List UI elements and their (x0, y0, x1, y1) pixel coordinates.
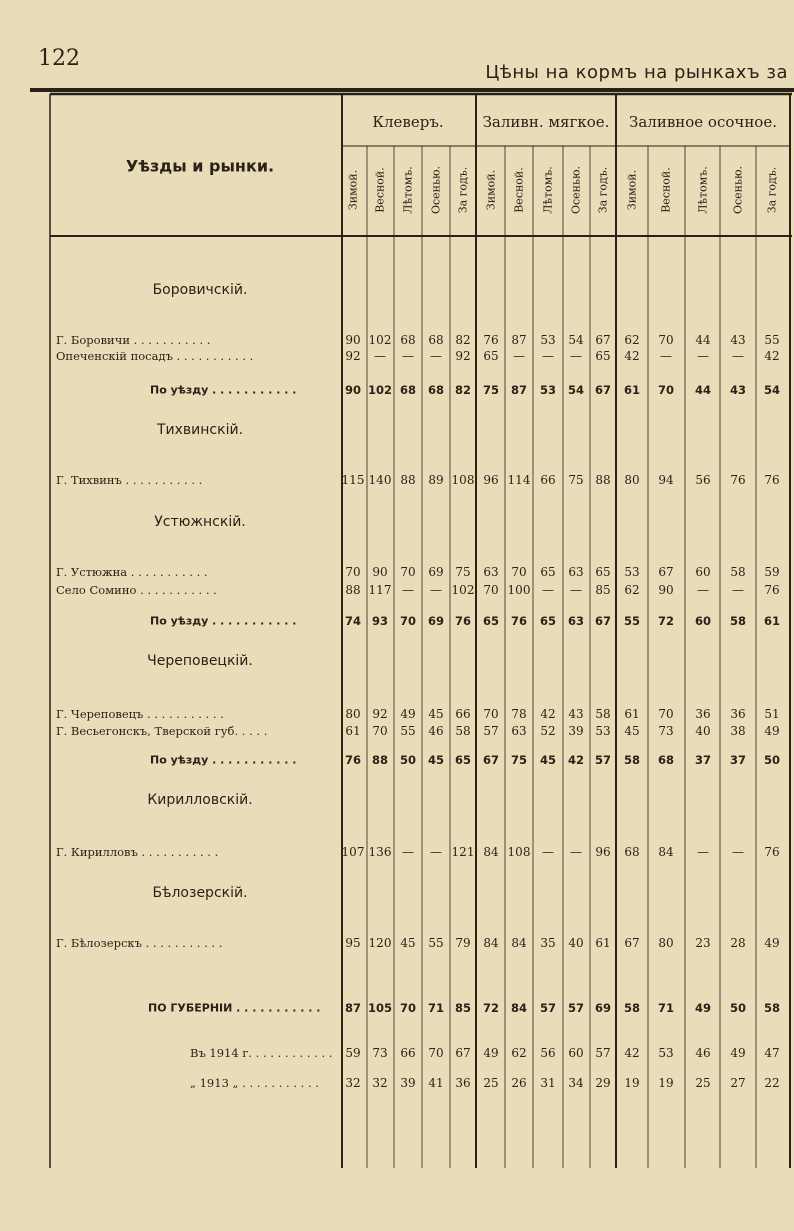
table-cell: 68 (624, 845, 640, 859)
column-header: Зимой. (484, 169, 498, 211)
table-cell: 92 (372, 707, 388, 721)
group-header: Заливн. мягкое. (482, 113, 610, 131)
table-cell: 35 (540, 936, 556, 950)
table-cell: 121 (451, 845, 475, 859)
table-cell: 25 (483, 1076, 499, 1090)
table-cell: 108 (507, 845, 531, 859)
district-heading: Кирилловскій. (147, 792, 253, 808)
table-cell: 53 (540, 333, 556, 347)
table-cell: 61 (623, 383, 641, 397)
table-cell: 29 (595, 1076, 611, 1090)
table-cell: 90 (344, 383, 362, 397)
table-cell: 60 (568, 1046, 584, 1060)
table-cell: 45 (400, 936, 416, 950)
table-cell: 55 (400, 724, 416, 738)
table-cell: 85 (595, 583, 611, 597)
table-cell: 65 (595, 565, 611, 579)
table-cell: 89 (428, 473, 444, 487)
table-cell: 55 (623, 614, 641, 628)
table-cell: 49 (764, 936, 780, 950)
table-cell: 70 (428, 1046, 444, 1060)
table-cell: 102 (451, 583, 475, 597)
table-cell: 58 (455, 724, 471, 738)
table-cell: 72 (482, 1001, 500, 1015)
table-cell: — (542, 583, 554, 597)
table-cell: 63 (511, 724, 527, 738)
table-cell: 37 (694, 753, 712, 767)
table-cell: 115 (341, 473, 365, 487)
table-cell: 62 (624, 333, 640, 347)
table-cell: 87 (511, 333, 527, 347)
table-cell: 68 (657, 753, 675, 767)
table-cell: 76 (483, 333, 499, 347)
table-cell: 136 (368, 845, 392, 859)
table-cell: 70 (399, 614, 417, 628)
row-label: „ 1913 „ . . . . . . . . . . . (190, 1076, 319, 1090)
table-cell: 88 (400, 473, 416, 487)
table-cell: 69 (594, 1001, 612, 1015)
table-cell: 96 (483, 473, 499, 487)
table-cell: 58 (763, 1001, 781, 1015)
table-cell: 102 (367, 383, 393, 397)
row-label: ПО ГУБЕРНІИ . . . . . . . . . . . (148, 1001, 321, 1015)
table-cell: 45 (539, 753, 557, 767)
table-cell: 71 (657, 1001, 675, 1015)
row-label: Село Сомино . . . . . . . . . . . (56, 583, 217, 597)
table-cell: 67 (624, 936, 640, 950)
table-cell: 57 (483, 724, 499, 738)
table-cell: — (697, 583, 709, 597)
table-cell: 63 (568, 565, 584, 579)
table-cell: 66 (400, 1046, 416, 1060)
table-cell: 47 (764, 1046, 780, 1060)
table-cell: 37 (729, 753, 747, 767)
table-cell: 67 (594, 383, 612, 397)
row-label: Г. Череповецъ . . . . . . . . . . . (56, 707, 224, 721)
row-label: Опеченскій посадъ . . . . . . . . . . . (56, 349, 254, 363)
table-cell: 57 (595, 1046, 611, 1060)
table-cell: 70 (400, 565, 416, 579)
table-cell: 87 (510, 383, 528, 397)
table-cell: 93 (371, 614, 389, 628)
table-cell: 114 (507, 473, 531, 487)
table-cell: 36 (695, 707, 711, 721)
table-cell: 82 (454, 383, 472, 397)
row-label: Г. Устюжна . . . . . . . . . . . (56, 565, 208, 579)
table-cell: 38 (730, 724, 746, 738)
table-cell: 61 (624, 707, 640, 721)
table-cell: 56 (540, 1046, 556, 1060)
district-heading: Устюжнскій. (154, 514, 246, 530)
table-cell: 53 (595, 724, 611, 738)
table-cell: 70 (657, 383, 675, 397)
table-cell: 61 (345, 724, 361, 738)
table-cell: 67 (482, 753, 500, 767)
district-heading: Тихвинскій. (156, 422, 244, 438)
table-cell: 74 (344, 614, 362, 628)
table-cell: 65 (540, 565, 556, 579)
table-cell: — (430, 349, 442, 363)
group-header: Клеверъ. (372, 113, 444, 131)
table-cell: 19 (658, 1076, 674, 1090)
column-header: За годъ. (596, 166, 610, 214)
table-cell: 67 (658, 565, 674, 579)
table-cell: 58 (623, 1001, 641, 1015)
table-cell: 59 (764, 565, 780, 579)
running-head: Цѣны на кормъ на рынкахъ за (485, 62, 788, 83)
table-cell: 108 (451, 473, 475, 487)
table-cell: 49 (730, 1046, 746, 1060)
table-cell: — (402, 583, 414, 597)
table-cell: 41 (428, 1076, 444, 1090)
table-cell: 45 (428, 707, 444, 721)
table-cell: 84 (511, 936, 527, 950)
table-cell: 120 (368, 936, 392, 950)
table-cell: 60 (695, 565, 711, 579)
table-cell: — (697, 349, 709, 363)
row-label: Г. Боровичи . . . . . . . . . . . (56, 333, 211, 347)
table-cell: 73 (372, 1046, 388, 1060)
column-header: Лѣтомъ. (541, 166, 555, 214)
table-cell: 58 (730, 565, 746, 579)
table-cell: — (732, 349, 744, 363)
table-cell: 70 (483, 707, 499, 721)
table-cell: 62 (511, 1046, 527, 1060)
table-cell: 39 (568, 724, 584, 738)
table-cell: 70 (483, 583, 499, 597)
table-cell: 26 (511, 1076, 527, 1090)
table-cell: 63 (483, 565, 499, 579)
table-cell: 87 (344, 1001, 362, 1015)
table-cell: 73 (658, 724, 674, 738)
table-cell: 55 (764, 333, 780, 347)
table-cell: 44 (695, 333, 711, 347)
district-heading: Бѣлозерскій. (152, 885, 248, 901)
table-cell: 51 (764, 707, 780, 721)
table-cell: 76 (730, 473, 746, 487)
table-cell: 22 (764, 1076, 780, 1090)
table-cell: 68 (427, 383, 445, 397)
table-cell: — (570, 349, 582, 363)
table-cell: 67 (595, 333, 611, 347)
table-cell: 88 (345, 583, 361, 597)
table-cell: 65 (539, 614, 557, 628)
table-cell: 72 (657, 614, 675, 628)
table-cell: 63 (567, 614, 585, 628)
table-cell: 42 (624, 349, 640, 363)
table-cell: 65 (482, 614, 500, 628)
row-label: Г. Кирилловъ . . . . . . . . . . . (56, 845, 219, 859)
table-cell: 66 (455, 707, 471, 721)
table-cell: — (513, 349, 525, 363)
table-cell: — (570, 583, 582, 597)
table-cell: 19 (624, 1076, 640, 1090)
table-cell: 68 (400, 333, 416, 347)
table-cell: 92 (345, 349, 361, 363)
table-cell: 75 (568, 473, 584, 487)
table-cell: 68 (399, 383, 417, 397)
row-label: Въ 1914 г. . . . . . . . . . . . (190, 1046, 333, 1060)
column-header: За годъ. (765, 166, 779, 214)
table-cell: 66 (540, 473, 556, 487)
row-label: По уѣзду . . . . . . . . . . . (150, 614, 297, 628)
table-cell: 78 (511, 707, 527, 721)
table-cell: 76 (454, 614, 472, 628)
table-cell: 42 (624, 1046, 640, 1060)
table-cell: 107 (341, 845, 365, 859)
table-cell: 84 (483, 845, 499, 859)
table-cell: 31 (540, 1076, 556, 1090)
stub-header: Уѣзды и рынки. (125, 156, 275, 176)
table-cell: 39 (400, 1076, 416, 1090)
table-cell: — (430, 583, 442, 597)
table-cell: 65 (454, 753, 472, 767)
table-cell: 58 (729, 614, 747, 628)
column-header: Весной. (659, 167, 673, 213)
table-cell: — (430, 845, 442, 859)
table-cell: 95 (345, 936, 361, 950)
table-cell: — (542, 349, 554, 363)
table-cell: — (732, 845, 744, 859)
table-cell: 65 (595, 349, 611, 363)
table-cell: 75 (482, 383, 500, 397)
table-cell: 75 (510, 753, 528, 767)
table-cell: — (542, 845, 554, 859)
table-cell: 57 (594, 753, 612, 767)
row-label: По уѣзду . . . . . . . . . . . (150, 753, 297, 767)
table-cell: 42 (540, 707, 556, 721)
table-cell: 102 (368, 333, 392, 347)
column-header: Весной. (512, 167, 526, 213)
column-header: Зимой. (346, 169, 360, 211)
table-cell: 23 (695, 936, 711, 950)
table-cell: 82 (455, 333, 471, 347)
table-cell: 43 (568, 707, 584, 721)
table-cell: 84 (483, 936, 499, 950)
table-cell: 90 (345, 333, 361, 347)
table-cell: 84 (510, 1001, 528, 1015)
table-cell: 76 (344, 753, 362, 767)
column-header: Осенью. (429, 165, 443, 215)
table-cell: 96 (595, 845, 611, 859)
table-cell: 69 (428, 565, 444, 579)
table-cell: 76 (764, 473, 780, 487)
table-cell: 53 (539, 383, 557, 397)
table-cell: 40 (568, 936, 584, 950)
table-cell: 62 (624, 583, 640, 597)
table-cell: 71 (427, 1001, 445, 1015)
row-label: Г. Бѣлозерскъ . . . . . . . . . . . (56, 936, 223, 950)
page-number: 122 (38, 46, 80, 71)
row-label: По уѣзду . . . . . . . . . . . (150, 383, 297, 397)
table-cell: — (697, 845, 709, 859)
table-cell: 50 (399, 753, 417, 767)
table-cell: 65 (483, 349, 499, 363)
table-cell: 85 (454, 1001, 472, 1015)
column-header: Весной. (373, 167, 387, 213)
table-cell: 90 (372, 565, 388, 579)
table-cell: 76 (764, 845, 780, 859)
table-cell: 44 (694, 383, 712, 397)
row-label: Г. Весьегонскъ, Тверской губ. . . . . (56, 724, 268, 738)
table-cell: 25 (695, 1076, 711, 1090)
table-cell: 49 (400, 707, 416, 721)
table-cell: 90 (658, 583, 674, 597)
table-cell: 57 (539, 1001, 557, 1015)
table-cell: 84 (658, 845, 674, 859)
table-cell: 79 (455, 936, 471, 950)
table-cell: 40 (695, 724, 711, 738)
table-cell: 36 (455, 1076, 471, 1090)
table-cell: 34 (568, 1076, 584, 1090)
table-cell: 60 (694, 614, 712, 628)
table-cell: 54 (568, 333, 584, 347)
table-cell: 117 (368, 583, 392, 597)
table-cell: — (402, 845, 414, 859)
table-cell: 80 (658, 936, 674, 950)
column-header: Лѣтомъ. (401, 166, 415, 214)
table-cell: 28 (730, 936, 746, 950)
table-cell: 42 (567, 753, 585, 767)
table-cell: 43 (729, 383, 747, 397)
table-cell: 88 (595, 473, 611, 487)
table-cell: 70 (345, 565, 361, 579)
table-cell: 92 (455, 349, 471, 363)
table-cell: 80 (624, 473, 640, 487)
table-cell: 61 (763, 614, 781, 628)
table-cell: — (374, 349, 386, 363)
table-cell: 105 (367, 1001, 393, 1015)
table-cell: 100 (507, 583, 531, 597)
table-cell: 69 (427, 614, 445, 628)
table-cell: 50 (729, 1001, 747, 1015)
table-cell: 49 (694, 1001, 712, 1015)
table-cell: 88 (371, 753, 389, 767)
table-cell: 32 (345, 1076, 361, 1090)
district-heading: Череповецкій. (147, 653, 253, 669)
table-cell: 42 (764, 349, 780, 363)
table-cell: 54 (567, 383, 585, 397)
table-cell: 36 (730, 707, 746, 721)
row-label: Г. Тихвинъ . . . . . . . . . . . (56, 473, 203, 487)
table-cell: 27 (730, 1076, 746, 1090)
table-cell: 61 (595, 936, 611, 950)
table-cell: — (732, 583, 744, 597)
table-cell: 70 (658, 333, 674, 347)
table-cell: 57 (567, 1001, 585, 1015)
table-cell: 53 (624, 565, 640, 579)
table-cell: — (570, 845, 582, 859)
table-cell: 70 (399, 1001, 417, 1015)
table-cell: — (402, 349, 414, 363)
table-cell: 70 (511, 565, 527, 579)
table-cell: 59 (345, 1046, 361, 1060)
table-cell: 45 (624, 724, 640, 738)
district-heading: Боровичскій. (152, 282, 248, 298)
table-cell: 80 (345, 707, 361, 721)
table-cell: 53 (658, 1046, 674, 1060)
table-cell: 76 (510, 614, 528, 628)
table-cell: 67 (594, 614, 612, 628)
table-cell: 140 (368, 473, 392, 487)
table-cell: 68 (428, 333, 444, 347)
table-cell: 56 (695, 473, 711, 487)
table-cell: 43 (730, 333, 746, 347)
table-cell: 45 (427, 753, 445, 767)
table-cell: 32 (372, 1076, 388, 1090)
table-cell: 52 (540, 724, 556, 738)
table-cell: 70 (658, 707, 674, 721)
table-cell: 70 (372, 724, 388, 738)
table-cell: 54 (763, 383, 781, 397)
table-cell: 58 (595, 707, 611, 721)
group-header: Заливное осочное. (629, 113, 777, 131)
table-cell: 67 (455, 1046, 471, 1060)
table-cell: 46 (428, 724, 444, 738)
column-header: За годъ. (456, 166, 470, 214)
table-cell: 46 (695, 1046, 711, 1060)
table-cell: 58 (623, 753, 641, 767)
column-header: Зимой. (625, 169, 639, 211)
table-cell: 50 (763, 753, 781, 767)
column-header: Лѣтомъ. (696, 166, 710, 214)
column-header: Осенью. (731, 165, 745, 215)
table-cell: 94 (658, 473, 674, 487)
table-cell: 49 (764, 724, 780, 738)
table-cell: 55 (428, 936, 444, 950)
table-cell: — (660, 349, 672, 363)
column-header: Осенью. (569, 165, 583, 215)
table-cell: 76 (764, 583, 780, 597)
table-cell: 49 (483, 1046, 499, 1060)
table-cell: 75 (455, 565, 471, 579)
